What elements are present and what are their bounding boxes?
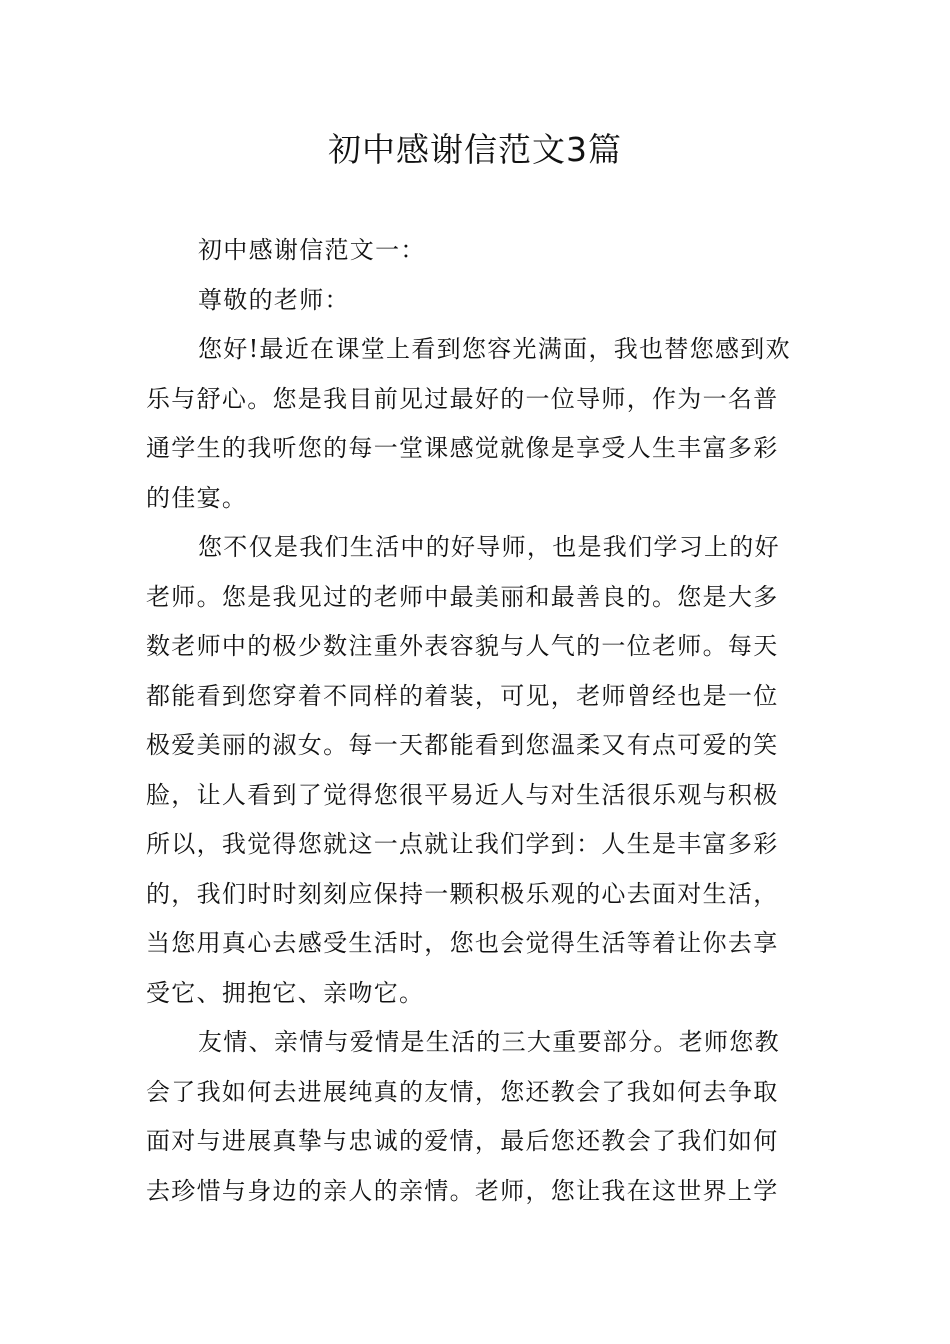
document-title: 初中感谢信范文3篇 — [328, 130, 622, 169]
paragraph-2 — [146, 523, 806, 1018]
text-line: 当您用真心去感受生活时，您也会觉得生活等着让你去享 — [146, 929, 779, 957]
text-line: 初中感谢信范文一： — [198, 236, 426, 264]
text-line: 会了我如何去进展纯真的友情，您还教会了我如何去争取 — [146, 1077, 779, 1106]
text-line: 受它、拥抱它、亲吻它。 — [146, 978, 425, 1007]
paragraph-greeting — [146, 276, 806, 326]
text-line: 去珍惜与身边的亲人的亲情。老师，您让我在这世界上学 — [146, 1176, 779, 1205]
text-line: 老师。您是我见过的老师中最美丽和最善良的。您是大多 — [146, 582, 779, 611]
paragraph-3 — [146, 1018, 806, 1216]
text-line: 您不仅是我们生活中的好导师，也是我们学习上的好 — [198, 533, 780, 561]
text-line: 所以，我觉得您就这一点就让我们学到：人生是丰富多彩 — [146, 830, 779, 858]
text-line: 极爱美丽的淑女。每一天都能看到您温柔又有点可爱的笑 — [146, 731, 779, 759]
paragraph-salutation-heading — [146, 226, 806, 276]
text-line: 尊敬的老师： — [198, 285, 350, 314]
text-line: 乐与舒心。您是我目前见过最好的一位导师，作为一名普 — [146, 384, 779, 413]
text-line: 通学生的我听您的每一堂课感觉就像是享受人生丰富多彩 — [146, 434, 779, 462]
document-body — [146, 226, 806, 1216]
text-line: 友情、亲情与爱情是生活的三大重要部分。老师您教 — [198, 1028, 780, 1056]
text-line: 的，我们时时刻刻应保持一颗积极乐观的心去面对生活， — [146, 879, 779, 908]
text-line: 数老师中的极少数注重外表容貌与人气的一位老师。每天 — [146, 632, 779, 660]
text-line: 的佳宴。 — [146, 483, 248, 512]
text-line: 都能看到您穿着不同样的着装，可见，老师曾经也是一位 — [146, 681, 779, 710]
text-line: 您好!最近在课堂上看到您容光满面，我也替您感到欢 — [198, 335, 791, 363]
text-line: 面对与进展真挚与忠诚的爱情，最后您还教会了我们如何 — [146, 1127, 779, 1155]
paragraph-1 — [146, 325, 806, 523]
text-line: 脸，让人看到了觉得您很平易近人与对生活很乐观与积极 — [146, 780, 779, 809]
